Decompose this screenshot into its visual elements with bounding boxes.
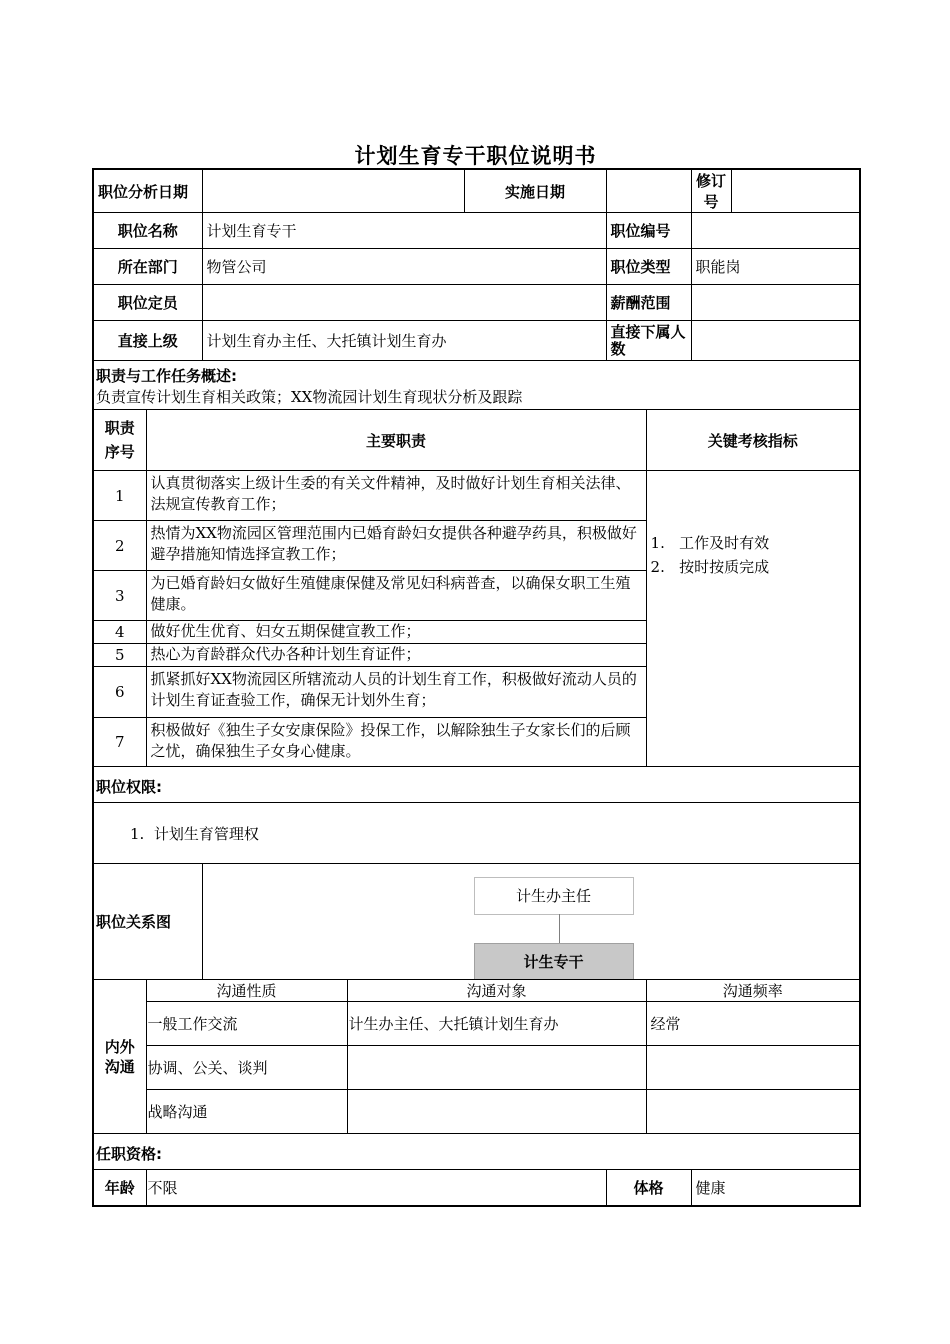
comm-nature: 协调、公关、谈判 [146,1046,347,1090]
overview-row [93,361,860,410]
position-code-label: 职位编号 [606,213,691,249]
duty-seq-header: 职责序号 [93,410,146,471]
position-code-value[interactable] [691,213,860,249]
subordinates-value[interactable] [691,321,860,361]
headcount-label: 职位定员 [93,285,202,321]
duty-seq: 7 [93,718,146,767]
headcount-row [93,285,860,321]
physique-label: 体格 [606,1170,691,1206]
duty-seq: 3 [93,571,146,621]
comm-target[interactable] [347,1046,646,1090]
comm-frequency: 经常 [646,1002,860,1046]
position-name-row [93,213,860,249]
communication-row [93,1046,860,1090]
relation-canvas [203,865,860,979]
qualification-heading: 任职资格: [93,1134,860,1170]
self-box: 计生专干 [474,943,634,980]
subordinates-label: 直接下属人数 [606,321,691,361]
communication-header-row [93,980,860,1002]
analysis-date-value[interactable] [202,169,464,213]
header-row [93,169,860,213]
supervisor-label: 直接上级 [93,321,202,361]
comm-target[interactable] [347,1090,646,1134]
salary-value[interactable] [691,285,860,321]
duty-main-header: 主要职责 [146,410,646,471]
duty-text: 积极做好《独生子女安康保险》投保工作，以解除独生子女家长们的后顾之忧，确保独生子女身心健康。 [146,718,646,767]
position-type-label: 职位类型 [606,249,691,285]
age-label: 年龄 [93,1170,146,1206]
job-description-sheet [92,168,859,1207]
duty-text: 认真贯彻落实上级计生委的有关文件精神，及时做好计划生育相关法律、法规宣传教育工作； [146,471,646,521]
communication-row [93,1002,860,1046]
comm-target: 计生办主任、大托镇计划生育办 [347,1002,646,1046]
position-name-label: 职位名称 [93,213,202,249]
supervisor-row [93,321,860,361]
revision-value[interactable] [731,169,860,213]
relation-diagram [202,864,860,980]
comm-nature-header: 沟通性质 [146,980,347,1002]
comm-nature: 战略沟通 [146,1090,347,1134]
supervisor-value: 计划生育办主任、大托镇计划生育办 [202,321,606,361]
authority-heading-row [93,767,860,803]
kpi-item: 2. 按时按质完成 [650,558,770,576]
relation-connector [559,914,560,943]
kpi-item: 1. 工作及时有效 [650,534,770,552]
qualification-row [93,1170,860,1206]
department-label: 所在部门 [93,249,202,285]
job-description-table [92,168,861,1207]
qualification-heading-row [93,1134,860,1170]
position-name-value: 计划生育专干 [202,213,606,249]
duty-kpi-header: 关键考核指标 [646,410,860,471]
overview-text: 负责宣传计划生育相关政策；XX物流园计划生育现状分析及跟踪 [96,388,523,406]
duty-text: 热心为育龄群众代办各种计划生育证件； [146,644,646,667]
duty-text: 为已婚育龄妇女做好生殖健康保健及常见妇科病普查，以确保女职工生殖健康。 [146,571,646,621]
duty-seq: 5 [93,644,146,667]
authority-heading: 职位权限: [93,767,860,803]
department-value: 物管公司 [202,249,606,285]
department-row [93,249,860,285]
duty-text: 抓紧抓好XX物流园区所辖流动人员的计划生育工作，积极做好流动人员的计划生育证查验工作，确保无计划外生育； [146,667,646,718]
duty-seq: 4 [93,621,146,644]
communication-row [93,1090,860,1134]
superior-box: 计生办主任 [474,877,634,915]
relation-label-text: 职位关系图 [96,913,172,931]
duty-seq: 2 [93,521,146,571]
overview-cell [93,361,860,410]
communication-label: 内外沟通 [93,980,146,1134]
page-title: 计划生育专干职位说明书 [354,144,597,168]
analysis-date-label: 职位分析日期 [93,169,202,213]
relation-label [93,864,202,980]
comm-frequency[interactable] [646,1090,860,1134]
authority-items-row [93,803,860,864]
age-value: 不限 [146,1170,606,1206]
duty-text: 做好优生优育、妇女五期保健宣教工作； [146,621,646,644]
duty-seq: 1 [93,471,146,521]
duty-text: 热情为XX物流园区管理范围内已婚育龄妇女提供各种避孕药具，积极做好避孕措施知情选择宣教工作； [146,521,646,571]
position-type-value: 职能岗 [691,249,860,285]
comm-frequency[interactable] [646,1046,860,1090]
duties-header-row [93,410,860,471]
authority-item: 1. 计划生育管理权 [93,803,860,864]
overview-heading: 职责与工作任务概述: [96,367,237,385]
effective-date-label: 实施日期 [464,169,606,213]
comm-nature: 一般工作交流 [146,1002,347,1046]
headcount-value[interactable] [202,285,606,321]
duty-seq: 6 [93,667,146,718]
revision-label-text: 修订号 [696,172,727,211]
duty-kpi-cell [646,471,860,767]
effective-date-value[interactable] [606,169,691,213]
duty-row [93,471,860,521]
comm-target-header: 沟通对象 [347,980,646,1002]
relation-row [93,864,860,980]
physique-value: 健康 [691,1170,860,1206]
revision-label [691,169,731,213]
salary-label: 薪酬范围 [606,285,691,321]
comm-frequency-header: 沟通频率 [646,980,860,1002]
